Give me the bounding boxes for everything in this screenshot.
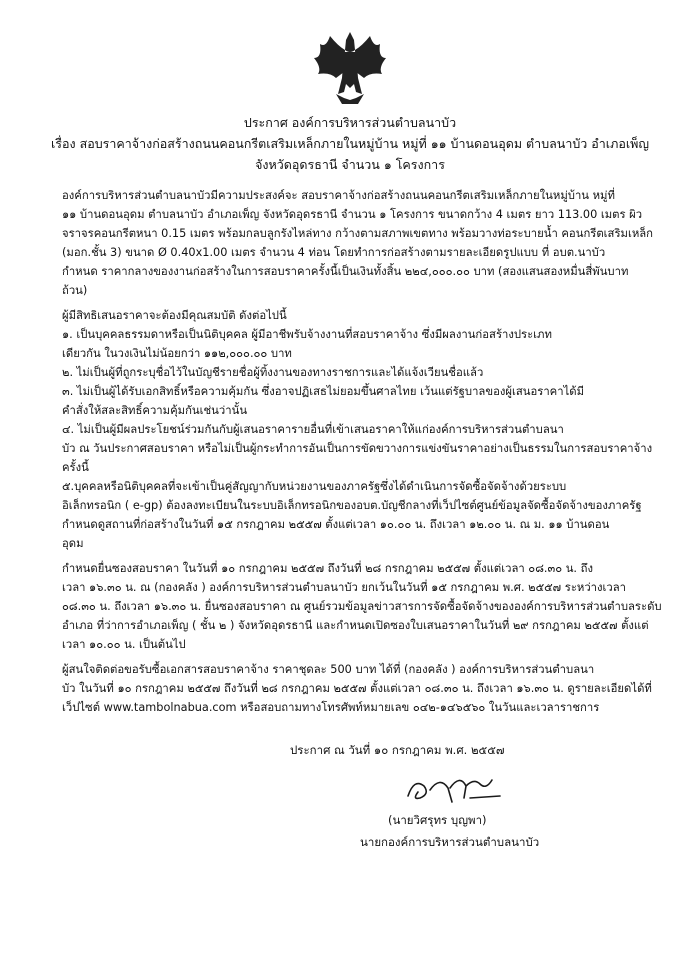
qualification-line: ครั้งนี้ <box>62 461 89 474</box>
intro-line: (มอก.ชั้น 3) ขนาด Ø 0.40x1.00 เมตร จำนวน 4 ท่อน โดยทำการก่อสร้างตามรายละเอียดรูปแบบ ที่ อบต.นาบัว <box>62 246 606 259</box>
garuda-emblem-icon <box>300 28 400 108</box>
intro-line: กำหนด ราคากลางของงานก่อสร้างในการสอบราคาครั้งนี้เป็นเงินทั้งสิ้น ๒๒๔,๐๐๐.๐๐ บาท (สองแสนสองหมื่นสี่พันบาท <box>62 265 629 278</box>
intro-line: ๑๑ บ้านดอนอุดม ตำบลนาบัว อำเภอเพ็ญ จังหวัดอุดรธานี จำนวน ๑ โครงการ ขนาดกว้าง 4 เมตร ยาว 113.00 เมตร ผิว <box>62 208 643 221</box>
intro-line: ถ้วน) <box>62 284 88 297</box>
purchase-line: บัว ในวันที่ ๑๐ กรกฎาคม ๒๕๕๗ ถึงวันที่ ๒๘ กรกฎาคม ๒๕๕๗ ตั้งแต่เวลา ๐๘.๓๐ น. ถึงเวลา ๑๖.๓๐ น. ดูรายละเอียดได้ที่ <box>62 682 652 695</box>
qualification-line: ๔. ไม่เป็นผู้มีผลประโยชน์ร่วมกันกับผู้เสนอราคารายอื่นที่เข้าเสนอราคาให้แก่องค์การบริหารส่วนตำบลนา <box>62 423 564 436</box>
submission-line: อำเภอ ที่ว่าการอำเภอเพ็ญ ( ชั้น ๒ ) จังหวัดอุดรธานี และกำหนดเปิดซองใบเสนอราคาในวันที่ ๒๙ กรกฎาคม ๒๕๕๗ ตั้งแต่ <box>62 619 649 632</box>
announcement-body <box>62 186 674 717</box>
handwritten-signature-icon <box>400 768 510 810</box>
submission-line: เวลา ๑๐.๐๐ น. เป็นต้นไป <box>62 638 186 651</box>
subject-line-1: เรื่อง สอบราคาจ้างก่อสร้างถนนคอนกรีตเสริมเหล็กภายในหมู่บ้าน หมู่ที่ ๑๑ บ้านดอนอุดม ตำบลนาบัว อำเภอเพ็ญ <box>51 136 649 151</box>
site-visit-line: กำหนดดูสถานที่ก่อสร้างในวันที่ ๑๕ กรกฎาคม ๒๕๕๗ ตั้งแต่เวลา ๑๐.๐๐ น. ถึงเวลา ๑๒.๐๐ น. ณ ม. ๑๑ บ้านดอน <box>62 518 610 531</box>
submission-line: กำหนดยื่นซองสอบราคา ในวันที่ ๑๐ กรกฎาคม ๒๕๕๗ ถึงวันที่ ๒๘ กรกฎาคม ๒๕๕๗ ตั้งแต่เวลา ๐๘.๓๐ น. ถึง <box>62 562 593 575</box>
announcement-date: ประกาศ ณ วันที่ ๑๐ กรกฎาคม พ.ศ. ๒๕๕๗ <box>290 743 505 757</box>
submission-line: เวลา ๑๖.๓๐ น. ณ (กองคลัง ) องค์การบริหารส่วนตำบลนาบัว ยกเว้นในวันที่ ๑๕ กรกฎาคม พ.ศ. ๒๕๕๗ ระหว่างเวลา <box>62 581 627 594</box>
qualification-line: คำสั่งให้สละสิทธิ์ความคุ้มกันเช่นว่านั้น <box>62 404 248 417</box>
intro-line: องค์การบริหารส่วนตำบลนาบัวมีความประสงค์จะ สอบราคาจ้างก่อสร้างถนนคอนกรีตเสริมเหล็กภายในหมู่บ้าน หมู่ที่ <box>62 189 615 202</box>
signatory-name: (นายวิศรุทร บุญพา) <box>388 813 487 827</box>
intro-line: จราจรคอนกรีตหนา 0.15 เมตร พร้อมกลบลูกรังไหล่ทาง กว้างตามสภาพเขตทาง พร้อมวางท่อระบายน้ำ คอนกรีตเสริมเหล็ก <box>62 227 654 240</box>
qualification-line: บัว ณ วันประกาศสอบราคา หรือไม่เป็นผู้กระทำการอันเป็นการขัดขวางการแข่งขันราคาอย่างเป็นธรรมในการสอบราคาจ้าง <box>62 442 653 455</box>
announcement-heading <box>20 112 680 175</box>
signatory-title: นายกองค์การบริหารส่วนตำบลนาบัว <box>360 835 540 849</box>
qualification-line: ๑. เป็นบุคคลธรรมดาหรือเป็นนิติบุคคล ผู้มีอาชีพรับจ้างงานที่สอบราคาจ้าง ซึ่งมีผลงานก่อสร้างประเภท <box>62 328 552 341</box>
qualification-line: ๓. ไม่เป็นผู้ได้รับเอกสิทธิ์หรือความคุ้มกัน ซึ่งอาจปฏิเสธไม่ยอมขึ้นศาลไทย เว้นแต่รัฐบาลของผู้เสนอราคาได้มี <box>62 385 585 398</box>
qualification-line: อิเล็กทรอนิก ( e-gp) ต้องลงทะเบียนในระบบอิเล็กทรอนิกของอบต.บัญชีกลางที่เว็ปไซต์ศูนย์ข้อมูลจัดซื้อจัดจ้างของภาครัฐ <box>62 499 642 512</box>
submission-line: ๐๘.๓๐ น. ถึงเวลา ๑๖.๓๐ น. ยื่นซองสอบราคา ณ ศูนย์รวมข้อมูลข่าวสารการจัดซื้อจัดจ้างขององค์การบริหารส่วนตำบลระดับ <box>62 600 662 613</box>
org-title: ประกาศ องค์การบริหารส่วนตำบลนาบัว <box>243 115 457 130</box>
subject-line-2: จังหวัดอุดรธานี จำนวน ๑ โครงการ <box>255 157 445 172</box>
qualification-line: ๒. ไม่เป็นผู้ที่ถูกระบุชื่อไว้ในบัญชีรายชื่อผู้ทิ้งงานของทางราชการและได้แจ้งเวียนชื่อแล้ว <box>62 366 484 379</box>
qualification-line: เดียวกัน ในวงเงินไม่น้อยกว่า ๑๑๒,๐๐๐.๐๐ บาท <box>62 347 292 360</box>
purchase-line: ผู้สนใจติดต่อขอรับซื้อเอกสารสอบราคาจ้าง ราคาชุดละ 500 บาท ได้ที่ (กองคลัง ) องค์การบริหารส่วนตำบลนา <box>62 663 595 676</box>
site-visit-line: อุดม <box>62 537 84 550</box>
qualifications-title: ผู้มีสิทธิเสนอราคาจะต้องมีคุณสมบัติ ดังต่อไปนี้ <box>62 309 287 322</box>
qualification-line: ๕.บุคคลหรือนิติบุคคลที่จะเข้าเป็นคู่สัญญากับหน่วยงานของภาครัฐซึ่งได้ดำเนินการจัดซื้อจัดจ้างด้วยระบบ <box>62 480 567 493</box>
purchase-line: เว็ปไซต์ www.tambolnabua.com หรือสอบถามทางโทรศัพท์หมายเลข ๐๔๒-๑๔๖๕๖๐ ในวันและเวลาราชการ <box>62 701 600 714</box>
